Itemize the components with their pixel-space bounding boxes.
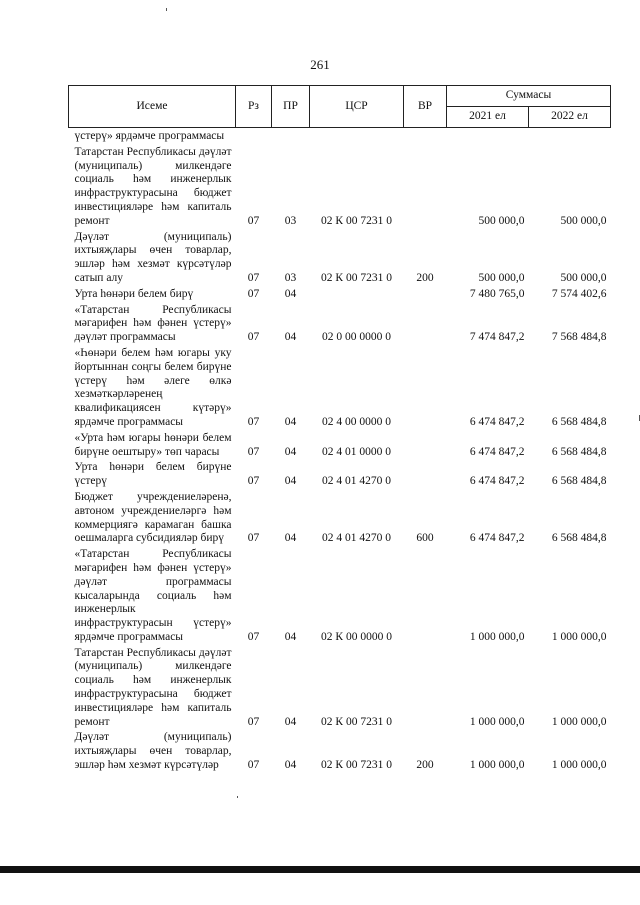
cell-vr <box>404 128 447 146</box>
cell-sum-2021: 1 000 000,0 <box>469 715 525 728</box>
cell-sum-2022: 6 568 484,8 <box>551 475 607 488</box>
table-row <box>69 731 611 774</box>
table-row <box>69 461 611 491</box>
cell-sum-2021: 6 474 847,2 <box>469 532 525 545</box>
cell-name: Дәүләт (муниципаль) ихтыяҗлары өчен товарлар, эшләр һәм хезмәт күрсәтүләр сатып алу <box>74 230 232 284</box>
cell-sum-2022: 1 000 000,0 <box>551 630 607 643</box>
header-name: Исеме <box>69 86 236 128</box>
cell-pr <box>272 128 310 146</box>
cell-name: «Һөнәри белем һәм югары уку йортыннан соңгы белем бирүне үстерү һәм әлеге өлкә хезмәткәрләренең квалификациясен күтәрү» ярдәмче программасы <box>74 346 232 428</box>
cell-vr: 200 <box>416 271 434 284</box>
scan-speck <box>237 796 238 798</box>
cell-sum-2022: 1 000 000,0 <box>551 715 607 728</box>
table-row <box>69 231 611 288</box>
cell-csr: 02 4 00 0000 0 <box>322 415 391 428</box>
table-row <box>69 347 611 432</box>
cell-rz: 07 <box>247 715 260 728</box>
table-row <box>69 304 611 347</box>
cell-name: «Урта һәм югары һөнәри белем бирүне оештыру» төп чарасы <box>74 431 232 458</box>
table-row <box>69 491 611 548</box>
cell-vr <box>404 461 447 491</box>
cell-vr <box>404 347 447 432</box>
table-row <box>69 146 611 231</box>
cell-sum-2022: 6 568 484,8 <box>551 445 607 458</box>
header-vr: ВР <box>404 86 447 128</box>
cell-pr: 04 <box>284 630 297 643</box>
cell-csr <box>310 288 404 304</box>
cell-sum-2021: 1 000 000,0 <box>469 759 525 772</box>
cell-rz: 07 <box>247 287 260 300</box>
scan-border <box>0 866 640 873</box>
cell-csr <box>310 128 404 146</box>
cell-pr: 04 <box>284 715 297 728</box>
cell-sum-2022: 6 568 484,8 <box>551 532 607 545</box>
cell-rz: 07 <box>247 475 260 488</box>
cell-name: Бюджет учреждениеләренә, автоном учреждениеләргә һәм коммерциягә карамаган башка оешмаларга субсидияләр бирү <box>74 490 232 545</box>
cell-csr: 02 К 00 7231 0 <box>321 271 392 284</box>
page-number: 261 <box>310 57 330 72</box>
cell-csr: 02 К 00 0000 0 <box>321 630 392 643</box>
cell-name: үстерү» ярдәмче программасы <box>74 130 225 142</box>
cell-sum-2022: 7 568 484,8 <box>551 331 607 344</box>
cell-rz: 07 <box>247 415 260 428</box>
cell-rz: 07 <box>247 630 260 643</box>
cell-vr <box>404 146 447 231</box>
cell-pr: 04 <box>284 759 297 772</box>
cell-sum-2021: 500 000,0 <box>478 271 525 284</box>
cell-pr: 03 <box>284 214 297 227</box>
cell-vr <box>404 432 447 462</box>
cell-pr: 04 <box>284 331 297 344</box>
table-header <box>69 86 611 128</box>
cell-name: Дәүләт (муниципаль) ихтыяҗлары өчен товарлар, эшләр һәм хезмәт күрсәтүләр <box>74 731 232 772</box>
cell-rz: 07 <box>247 331 260 344</box>
header-year-2022: 2022 ел <box>529 107 611 128</box>
cell-sum-2021: 1 000 000,0 <box>469 630 525 643</box>
cell-vr: 600 <box>416 532 434 545</box>
scan-speck <box>166 8 167 11</box>
cell-csr: 02 4 01 0000 0 <box>322 445 391 458</box>
cell-csr: 02 4 01 4270 0 <box>322 532 391 545</box>
header-rz: Рз <box>236 86 272 128</box>
cell-sum-2022: 6 568 484,8 <box>551 415 607 428</box>
cell-name: Татарстан Республикасы дәүләт (муниципаль) милкендәге социаль һәм инженерлык инфраструктурасына бюджет инвестицияләре һәм капиталь ремонт <box>74 646 232 728</box>
table-row <box>69 432 611 462</box>
cell-csr: 02 4 01 4270 0 <box>322 475 391 488</box>
cell-sum-2022 <box>529 128 611 146</box>
cell-pr: 04 <box>284 445 297 458</box>
cell-sum-2021 <box>447 128 529 146</box>
cell-name: Урта һөнәри белем бирүне үстерү <box>74 461 232 488</box>
table-body <box>69 128 611 775</box>
cell-sum-2021: 500 000,0 <box>478 214 525 227</box>
cell-vr: 200 <box>416 759 434 772</box>
header-pr: ПР <box>272 86 310 128</box>
cell-sum-2022: 500 000,0 <box>560 271 607 284</box>
table-row <box>69 128 611 146</box>
header-sums: Суммасы <box>447 86 611 107</box>
cell-rz <box>236 128 272 146</box>
cell-csr: 02 К 00 7231 0 <box>321 214 392 227</box>
cell-name: «Татарстан Республикасы мәгарифен һәм фәнен үстерү» дәүләт программасы <box>74 303 232 344</box>
table-row <box>69 548 611 647</box>
cell-vr <box>404 288 447 304</box>
cell-pr: 04 <box>284 532 297 545</box>
cell-sum-2021: 6 474 847,2 <box>469 445 525 458</box>
cell-pr: 04 <box>284 287 297 300</box>
cell-sum-2021: 7 474 847,2 <box>469 331 525 344</box>
cell-sum-2021: 6 474 847,2 <box>469 415 525 428</box>
cell-sum-2022: 500 000,0 <box>560 214 607 227</box>
cell-pr: 04 <box>284 415 297 428</box>
cell-pr: 04 <box>284 475 297 488</box>
cell-name: «Татарстан Республикасы мәгарифен һәм фәнен үстерү» дәүләт программасы кысаларында социаль һәм инженерлык инфраструктурасын үстерү» ярдәмче программасы <box>74 548 232 643</box>
cell-sum-2022: 1 000 000,0 <box>551 759 607 772</box>
cell-vr <box>404 647 447 732</box>
cell-rz: 07 <box>247 759 260 772</box>
cell-rz: 07 <box>247 532 260 545</box>
cell-rz: 07 <box>247 214 260 227</box>
cell-rz: 07 <box>247 445 260 458</box>
cell-pr: 03 <box>284 271 297 284</box>
cell-sum-2021: 7 480 765,0 <box>469 287 525 300</box>
cell-sum-2022: 7 574 402,6 <box>551 287 607 300</box>
budget-table <box>68 85 611 775</box>
header-year-2021: 2021 ел <box>447 107 529 128</box>
cell-csr: 02 0 00 0000 0 <box>322 331 391 344</box>
cell-name: Урта һөнәри белем бирү <box>74 287 194 300</box>
header-csr: ЦСР <box>310 86 404 128</box>
table-row <box>69 647 611 732</box>
table-row <box>69 288 611 304</box>
cell-rz: 07 <box>247 271 260 284</box>
cell-sum-2021: 6 474 847,2 <box>469 475 525 488</box>
cell-vr <box>404 548 447 647</box>
cell-name: Татарстан Республикасы дәүләт (муниципаль) милкендәге социаль һәм инженерлык инфраструктурасына бюджет инвестицияләре һәм капиталь ремонт <box>74 145 232 227</box>
cell-vr <box>404 304 447 347</box>
cell-csr: 02 К 00 7231 0 <box>321 759 392 772</box>
cell-csr: 02 К 00 7231 0 <box>321 715 392 728</box>
